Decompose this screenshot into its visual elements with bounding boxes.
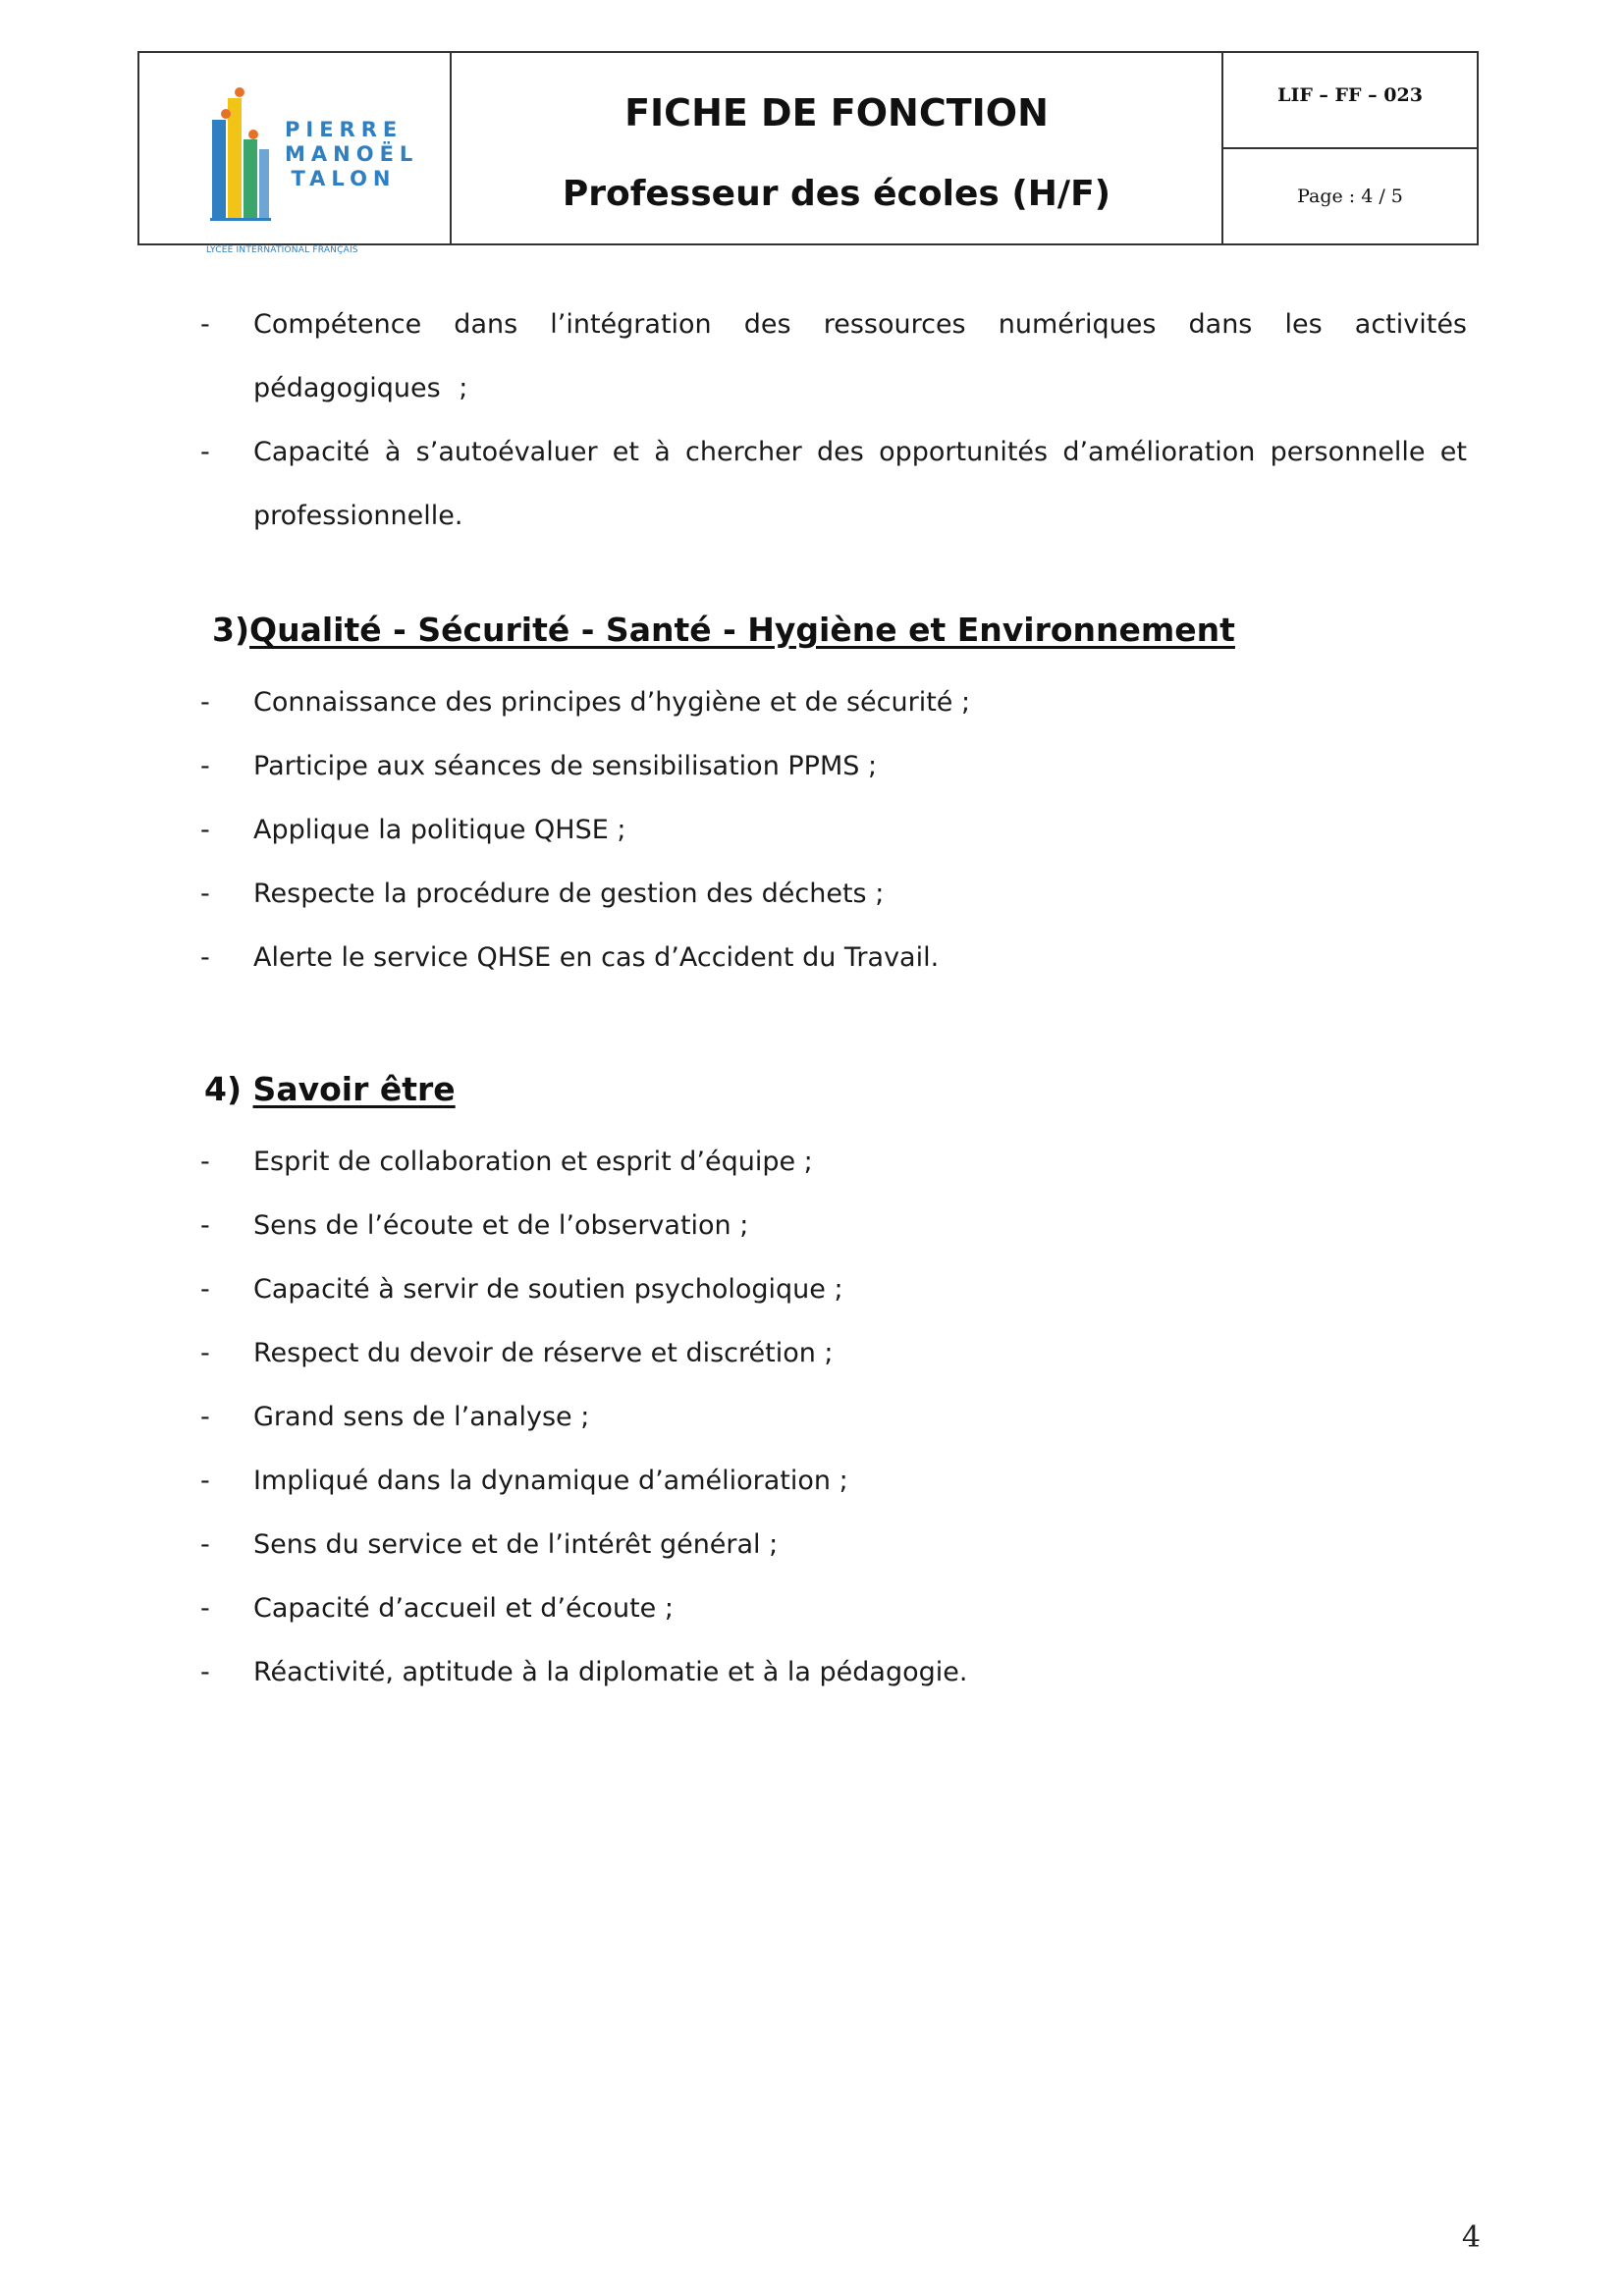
list-item-text: Capacité d’accueil et d’écoute ; [253,1593,674,1624]
section-3-title: Qualité - Sécurité - Santé - Hygiène et Environnement [249,611,1235,649]
list-dash: - [200,437,210,467]
document-header [137,51,1479,255]
list-item [200,815,1467,846]
list-item [200,1593,1467,1625]
logo-line-2: MANOËL [285,142,419,166]
list-item-text: Respect du devoir de réserve et discrétion ; [253,1338,834,1368]
list-dash: - [200,1529,210,1560]
section-3-number: 3) [212,611,250,649]
list-dash: - [200,942,210,973]
page-number: 4 [1461,2220,1481,2255]
document-reference: LIF – FF – 023 [1223,53,1477,149]
list-item-text: Alerte le service QHSE en cas d’Accident du Travail. [253,942,940,973]
list-item [200,420,1467,548]
list-dash: - [200,687,210,718]
list-item-text: Connaissance des principes d’hygiène et de sécurité ; [253,687,971,718]
logo-wordmark [285,118,419,191]
list-item [200,293,1467,420]
meta-cell [1223,53,1477,243]
logo-cell [139,53,452,255]
school-logo-icon [210,80,279,228]
list-dash: - [200,751,210,781]
list-dash: - [200,1274,210,1305]
list-item [200,1466,1467,1497]
list-item-text: Réactivité, aptitude à la diplomatie et à la pédagogie. [253,1657,968,1687]
list-dash: - [200,1338,210,1368]
list-dash: - [200,1466,210,1496]
list-dash: - [200,1147,210,1177]
list-item [200,1529,1467,1561]
page-indicator: Page : 4 / 5 [1297,186,1403,207]
list-item [200,942,1467,974]
list-item-text: Esprit de collaboration et esprit d’équipe ; [253,1147,813,1177]
list-item-text: Sens de l’écoute et de l’observation ; [253,1210,749,1241]
logo-line-3: TALON [291,167,397,190]
list-item-text: Applique la politique QHSE ; [253,815,626,845]
list-item-text: Respecte la procédure de gestion des déchets ; [253,879,885,909]
list-item [200,1147,1467,1178]
section-4-heading [204,1070,456,1108]
list-item [200,751,1467,782]
document-title: FICHE DE FONCTION [624,90,1049,134]
list-dash: - [200,309,210,340]
title-cell [452,53,1223,243]
list-item-text: Grand sens de l’analyse ; [253,1402,590,1432]
list-dash: - [200,879,210,909]
list-item [200,1338,1467,1369]
list-item [200,1402,1467,1433]
section-3-heading [212,611,1235,649]
list-item-text: Capacité à servir de soutien psychologique ; [253,1274,843,1305]
list-dash: - [200,1210,210,1241]
logo-subtitle: LYCÉE INTERNATIONAL FRANÇAIS [206,245,358,255]
logo-line-1: PIERRE [285,118,404,141]
list-item-text: Participe aux séances de sensibilisation PPMS ; [253,751,878,781]
list-item [200,1210,1467,1242]
list-item [200,1657,1467,1688]
section-4-number: 4) [204,1070,243,1108]
list-item-text: Sens du service et de l’intérêt général ; [253,1529,779,1560]
list-item [200,879,1467,910]
list-item-text: Capacité à s’autoévaluer et à chercher des opportunités d’amélioration personnelle et professionnelle. [253,437,1467,531]
list-item-text: Impliqué dans la dynamique d’amélioration ; [253,1466,848,1496]
list-dash: - [200,1657,210,1687]
section-4-title: Savoir être [252,1070,456,1108]
list-dash: - [200,815,210,845]
list-dash: - [200,1402,210,1432]
list-item [200,1274,1467,1306]
document-subtitle: Professeur des écoles (H/F) [562,173,1111,214]
list-item [200,687,1467,719]
list-item-text: Compétence dans l’intégration des ressources numériques dans les activités pédagogiques ; [253,309,1467,403]
list-dash: - [200,1593,210,1624]
